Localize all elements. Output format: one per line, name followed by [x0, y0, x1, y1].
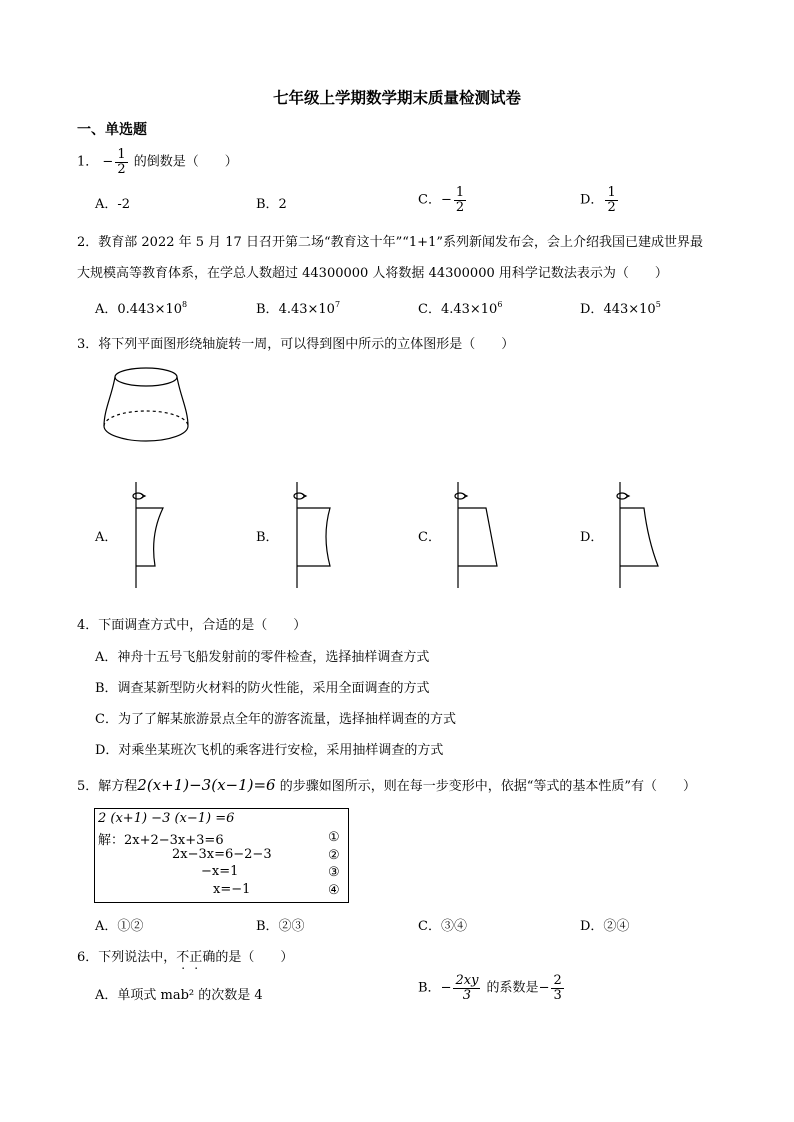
q5-box-line-4: x=−1: [213, 882, 251, 897]
q3-figure-b: [294, 482, 330, 588]
q3-option-c: C．: [418, 530, 441, 545]
q2-line-2: 大规模高等教育体系，在学总人数超过 44300000 人将数据 44300000 用科学记数法表示为（ ）: [77, 266, 668, 281]
q2-a-exp: 8: [182, 300, 188, 309]
q2-c-base: 4.43×10: [440, 302, 498, 317]
q5-option-a: A．①②: [95, 919, 144, 934]
q2-d-label: D．: [580, 302, 604, 317]
q6-b-num-2: 2: [553, 973, 562, 988]
q1-number: 1．: [77, 154, 99, 170]
q3-option-d: D．: [580, 530, 604, 545]
section-heading: 一、单选题: [77, 122, 147, 138]
q3-option-a: A．: [95, 530, 118, 545]
q6-b-sign-2: −: [538, 980, 550, 996]
q4-option-c: C．为了了解某旅游景点全年的游客流量，选择抽样调查的方式: [95, 712, 456, 727]
q2-c-exp: 6: [497, 300, 503, 309]
q5-option-d: D．②④: [580, 919, 630, 934]
q3-option-b: B．: [256, 530, 279, 545]
q6-b-sign: −: [440, 980, 452, 996]
q6-post: 确的是（ ）: [202, 950, 294, 965]
q1-text: 的倒数是（ ）: [129, 154, 238, 170]
q1-c-den: 2: [455, 199, 465, 215]
q1-option-b: B．2: [256, 197, 287, 212]
q5-equation: 2(x+1)−3(x−1)=6: [137, 776, 276, 794]
q6-option-a: A．单项式 mab² 的次数是 4: [95, 988, 263, 1003]
q6-emph-2: 正: [189, 950, 203, 965]
q5-box-line-1: 解：2x+2−3x+3=6: [98, 833, 224, 848]
q2-b-base: 4.43×10: [278, 302, 335, 317]
q6-b-fraction-2: [551, 974, 563, 1002]
q6-emph-1: 不: [176, 950, 190, 965]
q2-c-label: C．: [418, 302, 441, 317]
q1-d-den: 2: [607, 199, 616, 215]
q5-box-line-2: 2x−3x=6−2−3: [172, 847, 272, 862]
q2-b-exp: 7: [334, 300, 341, 309]
q1-frac-num: 1: [117, 147, 126, 162]
q2-a-base: 0.443×10: [117, 302, 183, 317]
q1-c-label: C．: [418, 192, 441, 208]
q5-step-3-marker: ③: [328, 865, 340, 880]
q6-text: [77, 946, 293, 965]
q6-b-fraction: [453, 974, 480, 1002]
q1-c-num: 1: [455, 185, 465, 200]
q1-c-sign: −: [440, 192, 452, 208]
q5-step-4-marker: ④: [328, 883, 340, 898]
q2-b-label: B．: [256, 302, 279, 317]
q4-option-a: A．神舟十五号飞船发射前的零件检查，选择抽样调查方式: [95, 650, 430, 665]
q5-box-line-3: −x=1: [201, 864, 239, 879]
q1-d-label: D．: [580, 192, 604, 208]
q5-question: 的步骤如图所示，则在每一步变形中，依据“等式的基本性质”有（ ）: [275, 779, 697, 794]
q5-step-1-marker: ①: [328, 830, 340, 845]
q6-pre: 6．下列说法中，: [77, 950, 177, 965]
q5-text: [77, 775, 696, 794]
q6-b-num: 2xy: [455, 973, 479, 988]
q1-frac-den: 2: [117, 161, 126, 177]
q4-text: 4．下面调查方式中，合适的是（ ）: [77, 618, 307, 633]
q6-b-label: B．: [418, 980, 441, 996]
q5-option-c: C．③④: [418, 919, 467, 934]
q1-d-num: 1: [607, 185, 616, 200]
q6-b-den: 3: [462, 987, 472, 1003]
q2-line-1: 2．教育部 2022 年 5 月 17 日召开第二场“教育这十年”“1+1”系列新闻发布会，会上介绍我国已建成世界最: [77, 235, 703, 250]
q4-option-b: B．调查某新型防火材料的防火性能，采用全面调查的方式: [95, 681, 430, 696]
q5-box-line-0: 2 (x+1) −3 (x−1) =6: [98, 811, 235, 826]
q2-d-base: 443×10: [603, 302, 656, 317]
q1-option-a: A．-2: [95, 197, 131, 212]
page-title: 七年级上学期数学期末质量检测试卷: [272, 88, 521, 107]
q3-figure-c: [455, 482, 497, 588]
q2-d-exp: 5: [655, 300, 661, 309]
q5-step-2-marker: ②: [328, 848, 340, 863]
q5-number: 5．解方程: [77, 779, 138, 794]
q5-option-b: B．②③: [256, 919, 305, 934]
q6-b-den-2: 3: [553, 987, 562, 1003]
q6-option-b: [418, 974, 566, 1002]
q3-figure-a: [133, 482, 163, 588]
q3-figure-d: [617, 482, 658, 588]
q4-option-d: D．对乘坐某班次飞机的乘客进行安检，采用抽样调查的方式: [95, 743, 444, 758]
q2-a-label: A．: [95, 302, 118, 317]
q5-solution-box: [94, 808, 349, 903]
q3-text: 3．将下列平面图形绕轴旋转一周，可以得到图中所示的立体图形是（ ）: [77, 337, 515, 352]
q1-sign: −: [102, 154, 114, 170]
q6-b-mid: 的系数是: [482, 980, 539, 996]
